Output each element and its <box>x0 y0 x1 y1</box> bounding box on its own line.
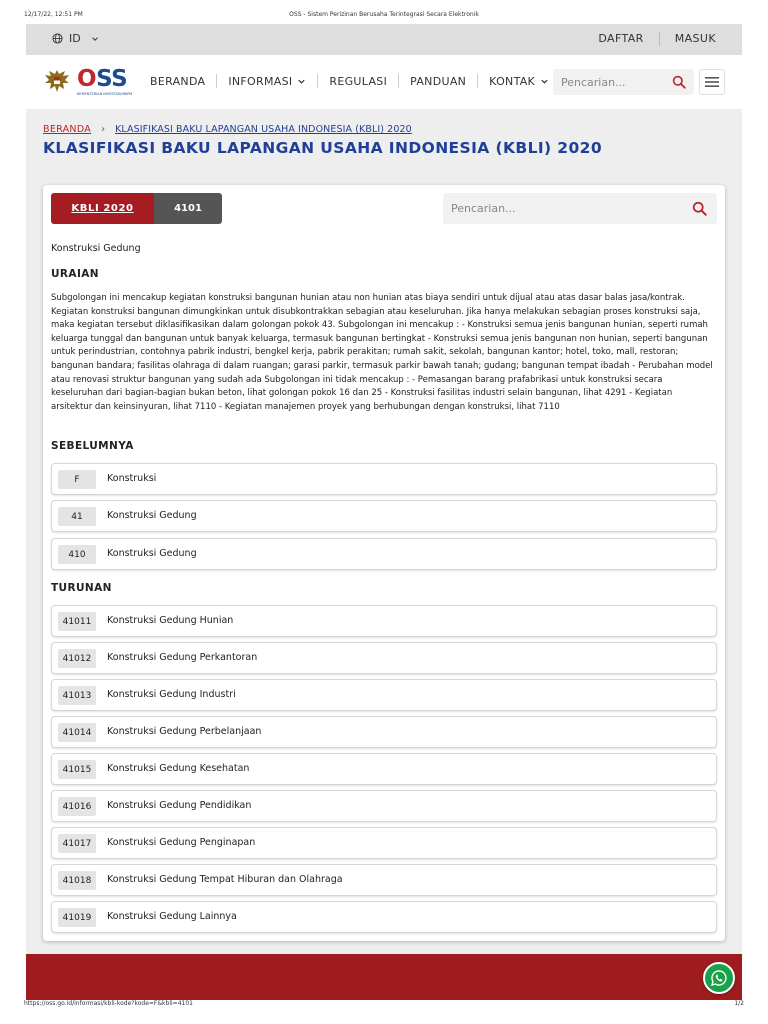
kbli-item-label: Konstruksi <box>107 473 157 484</box>
whatsapp-button[interactable] <box>703 962 735 994</box>
oss-wordmark <box>77 66 135 96</box>
turunan-item[interactable] <box>51 753 717 785</box>
kbli-entry-name: Konstruksi Gedung <box>51 243 141 254</box>
menu-kontak[interactable] <box>489 75 549 88</box>
turunan-item[interactable] <box>51 864 717 896</box>
turunan-item[interactable] <box>51 790 717 822</box>
masuk-link[interactable]: MASUK <box>674 32 716 45</box>
uraian-heading: URAIAN <box>51 268 99 280</box>
sebelumnya-item[interactable] <box>51 538 717 570</box>
language-selector[interactable] <box>52 32 99 45</box>
chevron-down-icon <box>540 77 549 86</box>
kbli-code-badge: 41014 <box>58 723 96 742</box>
uraian-text: Subgolongan ini mencakup kegiatan konstruksi bangunan hunian atau non hunian atas biaya sendiri untuk dijual atau atas dasar balas jasa/kontrak. Kegiatan konstruksi bangunan dimungkinkan untuk disubkontrakkan sebagian atau keseluruhan. Jika hanya melakukan sebagian proses konstruksi saja, maka kegiatan tersebut diklasifikasikan dalam golongan pokok 43. Subgolongan ini mencakup : - Konstruksi semua jenis bangunan hunian, seperti rumah keluarga tunggal dan bangunan untuk banyak keluarga, termasuk bangunan bertingkat - Konstruksi semua jenis bangunan non hunian, seperti bangunan untuk perindustrian, contohnya pabrik industri, bengkel kerja, pabrik perakitan; rumah sakit, sekolah, bangunan kantor; hotel, toko, mall, restoran; bangunan bandara; fasilitas olahraga di dalam ruangan; garasi parkir, termasuk parkir bawah tanah; gudang; bangunan tempat ibadah - Perubahan model atau renovasi struktur bangunan yang sudah ada Subgolongan ini tidak mencakup : - Pemasangan barang prafabrikasi untuk konstruksi secara keseluruhan dari bagian-bagian bukan beton, lihat golongan pokok 16 dan 25 - Konstruksi fasilitas industri selain bangunan, lihat 4291 - Kegiatan arsitektur dan keinsinyuran, lihat 7110 - Kegiatan manajemen proyek yang berhubungan dengan konstruksi, lihat 7110 <box>51 293 713 412</box>
tab-code-label: 4101 <box>174 203 202 214</box>
page <box>26 24 742 1000</box>
kbli-item-label: Konstruksi Gedung Industri <box>107 689 236 700</box>
tab-kbli-label: KBLI 2020 <box>71 203 134 214</box>
turunan-item[interactable] <box>51 605 717 637</box>
language-label: ID <box>69 32 81 45</box>
turunan-item[interactable] <box>51 716 717 748</box>
menu-informasi[interactable] <box>228 75 306 88</box>
kbli-code-badge: 41015 <box>58 760 96 779</box>
kbli-item-label: Konstruksi Gedung Kesehatan <box>107 763 250 774</box>
kbli-code-badge: 41012 <box>58 649 96 668</box>
sebelumnya-item[interactable] <box>51 500 717 532</box>
navbar <box>26 55 742 109</box>
kbli-item-label: Konstruksi Gedung Tempat Hiburan dan Olahraga <box>107 874 343 885</box>
menu-kontak-label: KONTAK <box>489 74 536 88</box>
kbli-item-label: Konstruksi Gedung Penginapan <box>107 837 256 848</box>
search-icon[interactable] <box>692 201 707 216</box>
print-header <box>24 11 744 21</box>
sebelumnya-item[interactable] <box>51 463 717 495</box>
tab-kbli-code[interactable] <box>154 193 222 224</box>
kbli-code-badge: F <box>58 470 96 489</box>
print-footer <box>24 1000 744 1010</box>
kbli-code-badge: 41 <box>58 507 96 526</box>
oss-logo-text: OSS <box>77 66 128 92</box>
breadcrumb <box>43 124 412 135</box>
menu-beranda[interactable]: BERANDA <box>150 74 206 88</box>
search-icon[interactable] <box>672 75 686 89</box>
kbli-code-badge: 410 <box>58 545 96 564</box>
kbli-item-label: Konstruksi Gedung Hunian <box>107 615 234 626</box>
kbli-code-badge: 41016 <box>58 797 96 816</box>
chevron-down-icon <box>297 77 306 86</box>
whatsapp-icon <box>710 969 728 987</box>
breadcrumb-current[interactable]: KLASIFIKASI BAKU LAPANGAN USAHA INDONESIA (KBLI) 2020 <box>115 124 412 135</box>
kbli-search <box>443 193 717 224</box>
kbli-card <box>43 185 725 941</box>
breadcrumb-separator-icon: › <box>101 124 106 135</box>
kbli-search-input[interactable] <box>443 193 673 224</box>
kbli-code-badge: 41011 <box>58 612 96 631</box>
print-doc-title: OSS - Sistem Perizinan Berusaha Terintegrasi Secara Elektronik <box>289 11 479 18</box>
kbli-item-label: Konstruksi Gedung <box>107 548 197 559</box>
tab-kbli-2020[interactable] <box>51 193 154 224</box>
divider <box>216 74 217 88</box>
turunan-item[interactable] <box>51 901 717 933</box>
kbli-code-badge: 41013 <box>58 686 96 705</box>
hamburger-menu-button[interactable] <box>699 69 725 95</box>
top-strip <box>26 24 742 55</box>
divider <box>317 74 318 88</box>
menu-panduan[interactable]: PANDUAN <box>410 74 467 88</box>
kbli-code-badge: 41018 <box>58 871 96 890</box>
main-menu <box>150 74 549 88</box>
navbar-search-input[interactable] <box>553 69 663 95</box>
kbli-item-label: Konstruksi Gedung Perbelanjaan <box>107 726 262 737</box>
divider <box>398 74 399 88</box>
menu-regulasi[interactable]: REGULASI <box>329 74 388 88</box>
kbli-item-label: Konstruksi Gedung <box>107 510 197 521</box>
turunan-item[interactable] <box>51 679 717 711</box>
oss-logo[interactable] <box>42 66 135 96</box>
code-tabs <box>51 193 222 224</box>
hamburger-menu-icon <box>705 76 719 88</box>
kbli-code-badge: 41019 <box>58 908 96 927</box>
daftar-link[interactable]: DAFTAR <box>598 32 644 45</box>
chevron-down-icon <box>91 35 99 43</box>
sebelumnya-heading: SEBELUMNYA <box>51 440 134 452</box>
page-title: KLASIFIKASI BAKU LAPANGAN USAHA INDONESIA (KBLI) 2020 <box>43 139 603 157</box>
divider <box>477 74 478 88</box>
kbli-code-badge: 41017 <box>58 834 96 853</box>
globe-icon <box>52 33 63 44</box>
kbli-item-label: Konstruksi Gedung Lainnya <box>107 911 237 922</box>
garuda-emblem-icon <box>42 66 72 96</box>
kbli-item-label: Konstruksi Gedung Perkantoran <box>107 652 258 663</box>
turunan-item[interactable] <box>51 827 717 859</box>
kbli-item-label: Konstruksi Gedung Pendidikan <box>107 800 252 811</box>
footer-band <box>26 954 742 1000</box>
turunan-item[interactable] <box>51 642 717 674</box>
navbar-search <box>553 69 694 95</box>
print-datetime: 12/17/22, 12:51 PM <box>24 11 83 18</box>
breadcrumb-home[interactable]: BERANDA <box>43 124 92 135</box>
print-url: https://oss.go.id/informasi/kbli-kode?kode=F&kbli=4101 <box>24 1000 193 1007</box>
turunan-heading: TURUNAN <box>51 582 112 594</box>
menu-informasi-label: INFORMASI <box>228 74 293 88</box>
auth-links <box>583 32 716 46</box>
oss-logo-subtitle: KEMENTERIAN INVESTASI/BKPM <box>77 92 133 96</box>
print-page-number: 1/2 <box>734 1000 744 1007</box>
